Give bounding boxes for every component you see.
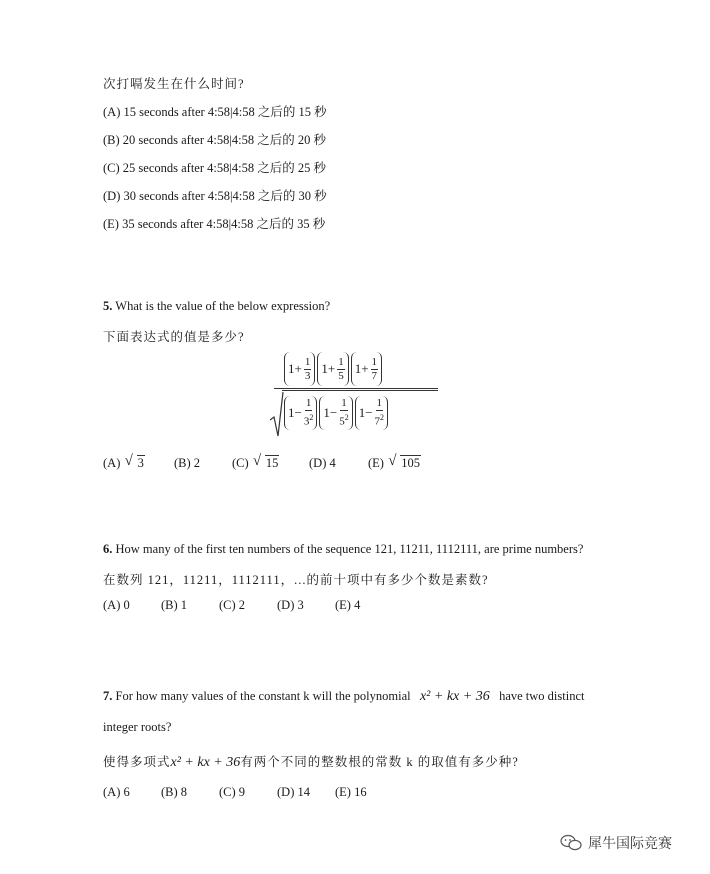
q7-option-d: (D) 14 <box>277 785 310 799</box>
q6-option-c: (C) 2 <box>219 598 246 612</box>
q4-option-d: (D) 30 seconds after 4:58|4:58 之后的 30 秒 <box>103 189 327 203</box>
q4-cn-tail: 次打嗝发生在什么时间? <box>103 77 245 91</box>
q5-option-a: (A) √ 3 <box>103 456 145 471</box>
q6-option-a: (A) 0 <box>103 598 130 612</box>
q4-option-c: (C) 25 seconds after 4:58|4:58 之后的 25 秒 <box>103 161 326 175</box>
expr-fraction-bar <box>274 388 438 389</box>
q6-question-en <box>103 542 583 557</box>
q5-option-d: (D) 4 <box>309 456 336 470</box>
q7-text-b: have two distinct <box>499 689 585 703</box>
q7-option-b: (B) 8 <box>161 785 188 799</box>
q4-option-a: (A) 15 seconds after 4:58|4:58 之后的 15 秒 <box>103 105 327 119</box>
q7-polynomial-cn: x² + kx + 36 <box>170 755 241 770</box>
q7-text-a: For how many values of the constant k will the polynomial <box>115 689 411 703</box>
q7-option-c: (C) 9 <box>219 785 246 799</box>
q4-option-e: (E) 35 seconds after 4:58|4:58 之后的 35 秒 <box>103 217 326 231</box>
q7-option-e: (E) 16 <box>335 785 367 799</box>
q6-option-b: (B) 1 <box>161 598 188 612</box>
sqrt-icon <box>270 390 284 438</box>
expr-sqrt-bar <box>282 390 438 391</box>
q7-question-cn: 使得多项式x² + kx + 36有两个不同的整数根的常数 k 的取值有多少种? <box>103 755 519 770</box>
q5-option-e: (E) √ 105 <box>368 456 421 471</box>
expr-numerator: 1+ $\frac{1}{3}$ 1+ $\frac{1}{5}$ 1+ $\frac{1}{7}$ <box>284 352 384 386</box>
q7-polynomial: x² + kx + 36 <box>419 689 490 704</box>
q6-number: 6. <box>103 542 113 556</box>
q6-option-e: (E) 4 <box>335 598 361 612</box>
q6-text: How many of the first ten numbers of the sequence 121, 11211, 1112111, are prime numbers? <box>115 542 584 556</box>
q5-option-b: (B) 2 <box>174 456 201 470</box>
wechat-icon <box>560 834 582 852</box>
q4-option-b: (B) 20 seconds after 4:58|4:58 之后的 20 秒 <box>103 133 326 147</box>
q5-text: What is the value of the below expression? <box>115 299 331 313</box>
q5-option-c: (C) √ 15 <box>232 456 279 471</box>
q6-option-d: (D) 3 <box>277 598 304 612</box>
q5-question-cn: 下面表达式的值是多少? <box>103 330 245 344</box>
expr-denominator: 1− $\frac{1}{3^2}$ 1− $\frac{1}{5^2}$ 1− $\frac{1}{7^2}$ <box>284 396 390 430</box>
q7-option-a: (A) 6 <box>103 785 130 799</box>
watermark-text: 犀牛国际竞赛 <box>588 836 672 852</box>
q6-question-cn: 在数列 121，11211，1112111，...的前十项中有多少个数是素数? <box>103 573 489 587</box>
q5-number: 5. <box>103 299 113 313</box>
q7-question-en <box>103 689 584 705</box>
q7-number: 7. <box>103 689 113 703</box>
q7-question-en-cont: integer roots? <box>103 720 172 734</box>
watermark <box>560 833 672 853</box>
q5-question-en <box>103 299 330 314</box>
q5-expression <box>268 350 438 440</box>
